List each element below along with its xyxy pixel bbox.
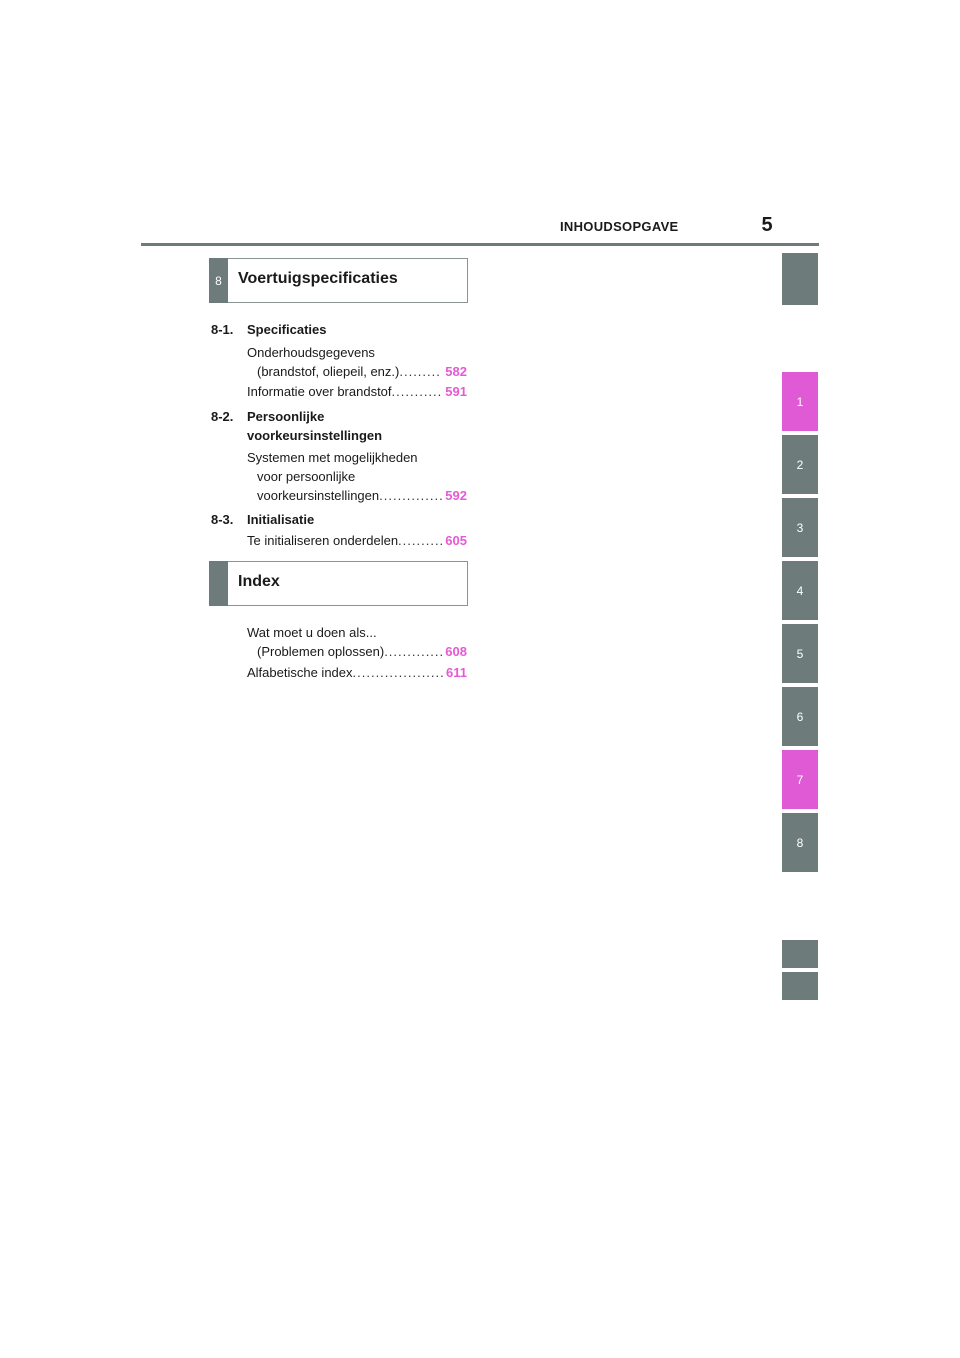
side-tab-8[interactable]: 8 <box>782 813 818 872</box>
entry-text: Te initialiseren onderdelen <box>247 533 399 548</box>
side-tab-1[interactable]: 1 <box>782 372 818 431</box>
toc-entry[interactable] <box>247 448 467 505</box>
chapter-number: 8-1. <box>211 322 234 337</box>
side-tab-3[interactable]: 3 <box>782 498 818 557</box>
leader-dots <box>398 531 442 550</box>
leader-dots <box>353 663 444 682</box>
section-header-specifications <box>209 258 468 303</box>
page-link[interactable]: 582 <box>445 364 467 379</box>
section-tab-number: 8 <box>209 258 228 303</box>
chapter-number: 8-2. <box>211 409 234 424</box>
chapter-title-continued: voorkeursinstellingen <box>247 428 383 443</box>
toc-entry[interactable] <box>247 343 467 381</box>
side-tab-5[interactable]: 5 <box>782 624 818 683</box>
page-link[interactable]: 591 <box>445 384 467 399</box>
side-tab-7[interactable]: 7 <box>782 750 818 809</box>
section-header-index <box>209 561 468 606</box>
toc-entry[interactable] <box>247 382 467 401</box>
entry-text: (Problemen oplossen) <box>257 644 385 659</box>
header-divider <box>141 243 819 246</box>
side-tab-blank-lower[interactable] <box>782 940 818 968</box>
page-link[interactable]: 611 <box>446 665 467 680</box>
header-title: INHOUDSOPGAVE <box>560 219 679 234</box>
entry-text: (brandstof, oliepeil, enz.) <box>257 364 400 379</box>
entry-text: Alfabetische index <box>247 665 353 680</box>
leader-dots <box>392 382 443 401</box>
side-tab-2[interactable]: 2 <box>782 435 818 494</box>
leader-dots <box>399 362 442 381</box>
chapter-heading <box>211 409 324 424</box>
section-title: Voertuigspecificaties <box>238 270 398 287</box>
entry-text: Wat moet u doen als... <box>247 625 377 640</box>
entry-text: voor persoonlijke <box>257 469 356 484</box>
page-link[interactable]: 605 <box>445 533 467 548</box>
leader-dots <box>384 642 442 661</box>
entry-text: Onderhoudsgegevens <box>247 345 375 360</box>
leader-dots <box>379 486 442 505</box>
entry-text: Informatie over brandstof <box>247 384 392 399</box>
side-tab-blank-top[interactable] <box>782 253 818 305</box>
section-title: Index <box>238 573 280 590</box>
entry-text: voorkeursinstellingen <box>257 488 380 503</box>
section-tab-number <box>209 561 228 606</box>
toc-entry[interactable] <box>247 663 467 682</box>
chapter-title: Specificaties <box>247 322 327 337</box>
side-tab-blank-bottom[interactable] <box>782 972 818 1000</box>
chapter-heading <box>211 512 314 527</box>
chapter-number: 8-3. <box>211 512 234 527</box>
toc-entry[interactable] <box>247 531 467 550</box>
side-tab-4[interactable]: 4 <box>782 561 818 620</box>
entry-text: Systemen met mogelijkheden <box>247 450 418 465</box>
chapter-title: Persoonlijke <box>247 409 325 424</box>
page-number: 5 <box>761 214 773 236</box>
side-tab-6[interactable]: 6 <box>782 687 818 746</box>
chapter-title: Initialisatie <box>247 512 315 527</box>
toc-entry[interactable] <box>247 623 467 661</box>
page-link[interactable]: 608 <box>445 644 467 659</box>
chapter-heading <box>211 322 327 337</box>
page-link[interactable]: 592 <box>445 488 467 503</box>
